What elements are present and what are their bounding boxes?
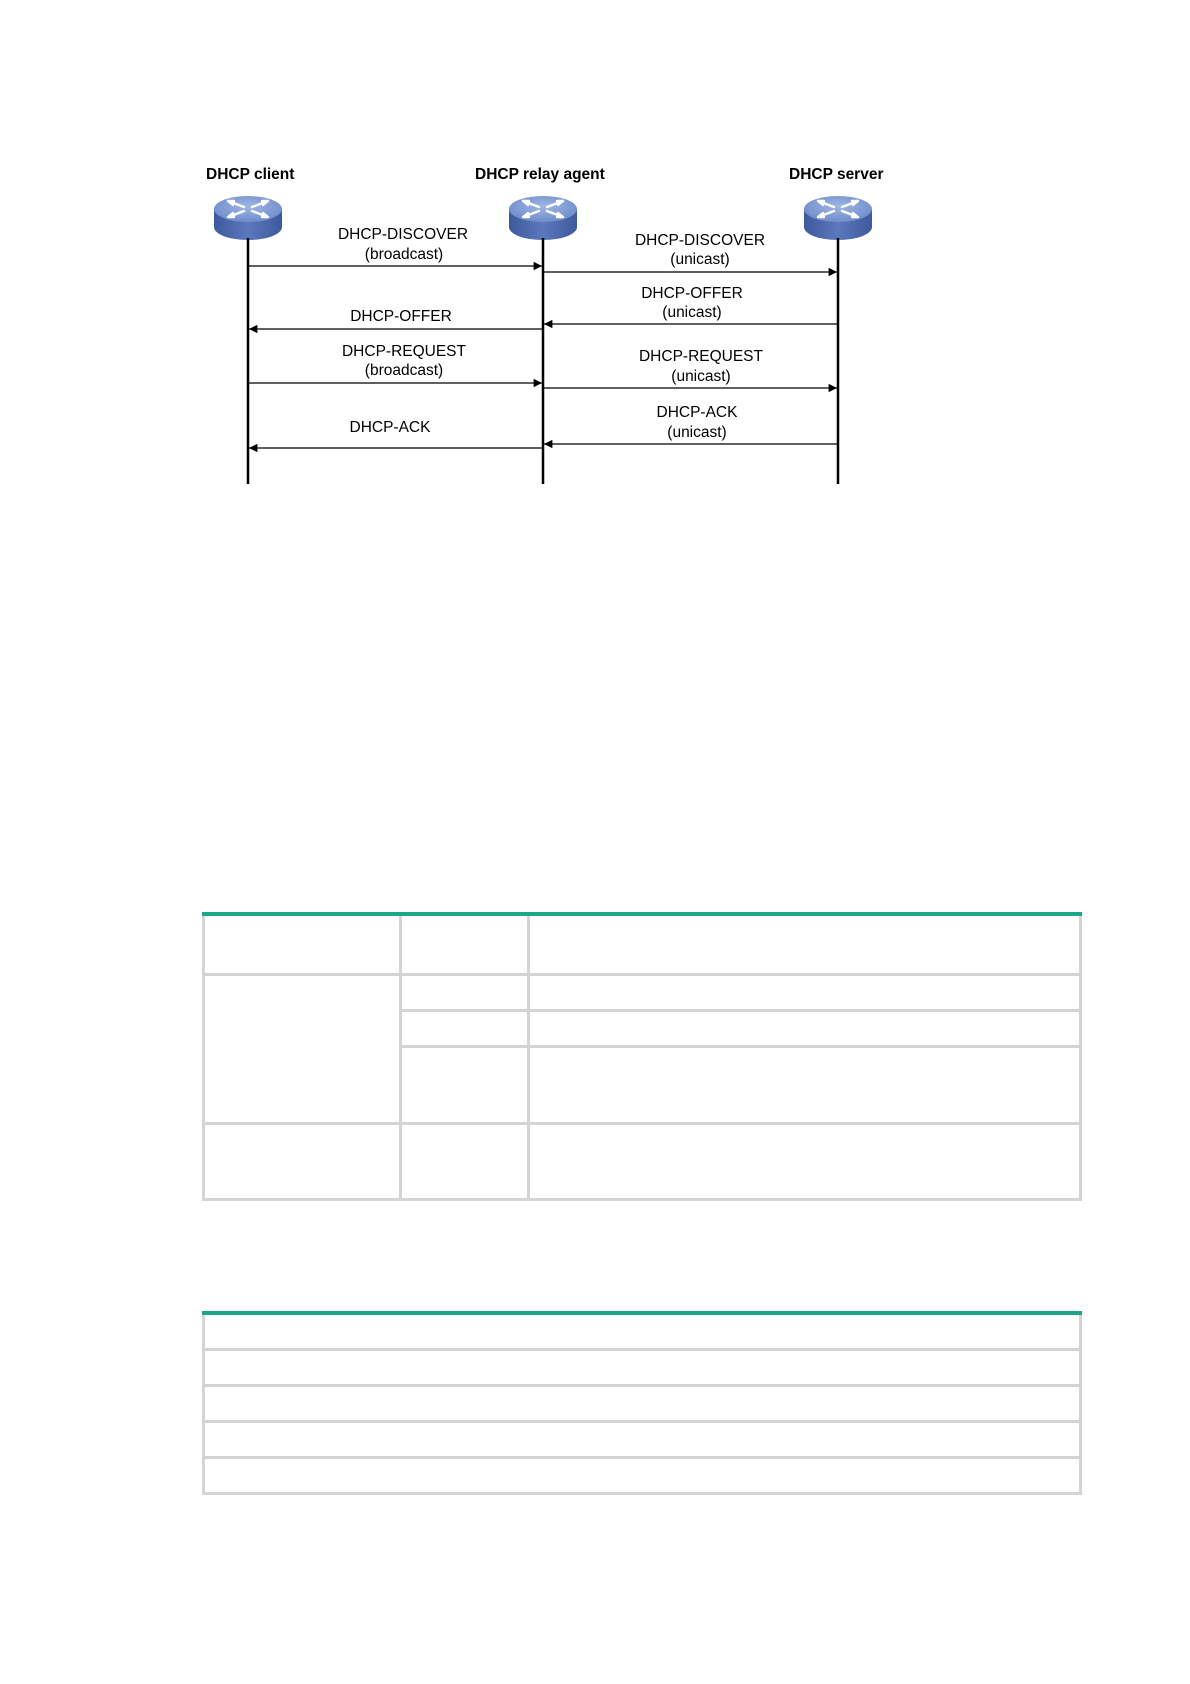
message-label: DHCP-DISCOVER — [634, 232, 766, 249]
table-2 — [202, 1311, 1082, 1495]
table-cell — [401, 974, 529, 1010]
message-label: (broadcast) — [364, 362, 444, 379]
switch-icon — [804, 196, 872, 240]
table-row — [204, 1123, 1081, 1199]
table-cell — [204, 1385, 1081, 1421]
table-cell — [401, 1046, 529, 1123]
switch-icon — [214, 196, 282, 240]
dhcp-relay-sequence-diagram — [0, 0, 1190, 520]
table-cell — [529, 974, 1081, 1010]
message-label: (unicast) — [662, 304, 722, 321]
table-cell — [204, 1457, 1081, 1493]
table-header-row — [204, 914, 1081, 974]
node-title-relay: DHCP relay agent — [475, 166, 605, 183]
table-cell — [401, 914, 529, 974]
table-header-row — [204, 1313, 1081, 1349]
table-1 — [202, 912, 1082, 1201]
table-cell — [204, 1421, 1081, 1457]
message-label: DHCP-OFFER — [350, 308, 452, 325]
table-row — [204, 974, 1081, 1010]
table-row — [204, 1385, 1081, 1421]
table-row — [204, 1457, 1081, 1493]
table-cell — [529, 1010, 1081, 1046]
table-cell — [204, 1313, 1081, 1349]
node-title-server: DHCP server — [789, 166, 884, 183]
table-cell — [529, 1123, 1081, 1199]
message-label: DHCP-OFFER — [641, 285, 743, 302]
table-cell — [401, 1010, 529, 1046]
table-cell — [204, 1123, 401, 1199]
table-cell — [204, 914, 401, 974]
message-label: DHCP-REQUEST — [341, 343, 467, 360]
table-row — [204, 1421, 1081, 1457]
table-cell — [529, 914, 1081, 974]
table-cell — [204, 1349, 1081, 1385]
table-cell — [401, 1123, 529, 1199]
table-row — [204, 1349, 1081, 1385]
message-label: (unicast) — [667, 424, 727, 441]
message-label: DHCP-ACK — [349, 419, 431, 436]
table-cell — [204, 974, 401, 1123]
switch-icon — [509, 196, 577, 240]
message-label: (unicast) — [670, 251, 730, 268]
message-label: (broadcast) — [364, 246, 444, 263]
message-label: (unicast) — [671, 368, 731, 385]
message-label: DHCP-DISCOVER — [337, 226, 469, 243]
table-cell — [529, 1046, 1081, 1123]
node-title-client: DHCP client — [206, 166, 295, 183]
message-label: DHCP-ACK — [656, 404, 738, 421]
message-label: DHCP-REQUEST — [638, 348, 764, 365]
